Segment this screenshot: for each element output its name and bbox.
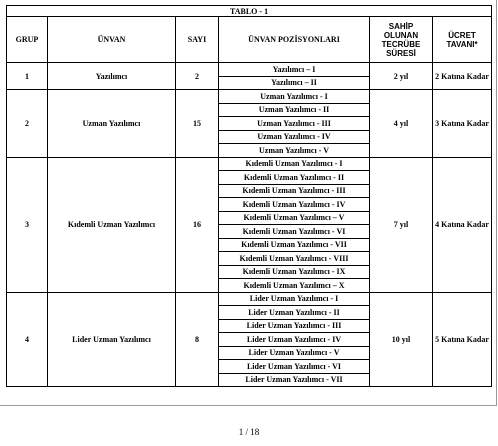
position-cell: Yazılımcı – II (219, 76, 370, 90)
table-title: TABLO - 1 (7, 6, 492, 17)
table-body (7, 63, 492, 387)
position-cell: Lider Uzman Yazılımcı - V (219, 346, 370, 360)
salary-cap-cell: 4 Katına Kadar (433, 157, 492, 292)
position-cell: Uzman Yazılımcı - II (219, 103, 370, 117)
salary-cap-cell: 2 Katına Kadar (433, 63, 492, 90)
position-cell: Kıdemli Uzman Yazılımcı - III (219, 184, 370, 198)
positions-table (6, 5, 492, 387)
position-cell: Kıdemli Uzman Yazılımcı - IV (219, 198, 370, 212)
position-cell: Kıdemli Uzman Yazılımcı – V (219, 211, 370, 225)
position-cell: Lider Uzman Yazılımcı - I (219, 292, 370, 306)
group-count-cell: 8 (176, 292, 219, 387)
position-cell: Kıdemli Uzman Yazılımcı - I (219, 157, 370, 171)
group-title-cell: Yazılımcı (48, 63, 176, 90)
position-cell: Lider Uzman Yazılımcı - III (219, 319, 370, 333)
group-count-cell: 2 (176, 63, 219, 90)
position-cell: Lider Uzman Yazılımcı - VI (219, 360, 370, 374)
group-number-cell: 4 (7, 292, 48, 387)
header-grup: GRUP (7, 17, 48, 63)
table-row (7, 63, 492, 77)
position-cell: Yazılımcı – I (219, 63, 370, 77)
group-title-cell: Lider Uzman Yazılımcı (48, 292, 176, 387)
experience-cell: 4 yıl (370, 90, 433, 158)
position-cell: Kıdemli Uzman Yazılımcı - VI (219, 225, 370, 239)
position-cell: Uzman Yazılımcı - I (219, 90, 370, 104)
header-unvan: ÜNVAN (48, 17, 176, 63)
position-cell: Lider Uzman Yazılımcı - II (219, 306, 370, 320)
header-tecrube-suresi: SAHİP OLUNAN TECRÜBE SÜRESİ (370, 17, 433, 63)
table-row (7, 157, 492, 171)
group-number-cell: 3 (7, 157, 48, 292)
group-count-cell: 15 (176, 90, 219, 158)
group-title-cell: Kıdemli Uzman Yazılımcı (48, 157, 176, 292)
experience-cell: 2 yıl (370, 63, 433, 90)
position-cell: Uzman Yazılımcı - V (219, 144, 370, 158)
table-row (7, 90, 492, 104)
position-cell: Kıdemli Uzman Yazılımcı - II (219, 171, 370, 185)
position-cell: Kıdemli Uzman Yazılımcı - IX (219, 265, 370, 279)
table-row (7, 292, 492, 306)
position-cell: Lider Uzman Yazılımcı - IV (219, 333, 370, 347)
page-indicator: 1 / 18 (238, 427, 260, 437)
position-cell: Kıdemli Uzman Yazılımcı – X (219, 279, 370, 293)
salary-cap-cell: 5 Katına Kadar (433, 292, 492, 387)
salary-cap-cell: 3 Katına Kadar (433, 90, 492, 158)
position-cell: Kıdemli Uzman Yazılımcı - VII (219, 238, 370, 252)
position-cell: Uzman Yazılımcı - IV (219, 130, 370, 144)
experience-cell: 10 yıl (370, 292, 433, 387)
position-cell: Lider Uzman Yazılımcı - VII (219, 373, 370, 387)
group-count-cell: 16 (176, 157, 219, 292)
group-number-cell: 2 (7, 90, 48, 158)
position-cell: Uzman Yazılımcı - III (219, 117, 370, 131)
header-sayi: SAYI (176, 17, 219, 63)
group-title-cell: Uzman Yazılımcı (48, 90, 176, 158)
position-cell: Kıdemli Uzman Yazılımcı - VIII (219, 252, 370, 266)
header-ucret-tavani: ÜCRET TAVANI* (433, 17, 492, 63)
header-unvan-pozisyonlari: ÜNVAN POZİSYONLARI (219, 17, 370, 63)
group-number-cell: 1 (7, 63, 48, 90)
experience-cell: 7 yıl (370, 157, 433, 292)
